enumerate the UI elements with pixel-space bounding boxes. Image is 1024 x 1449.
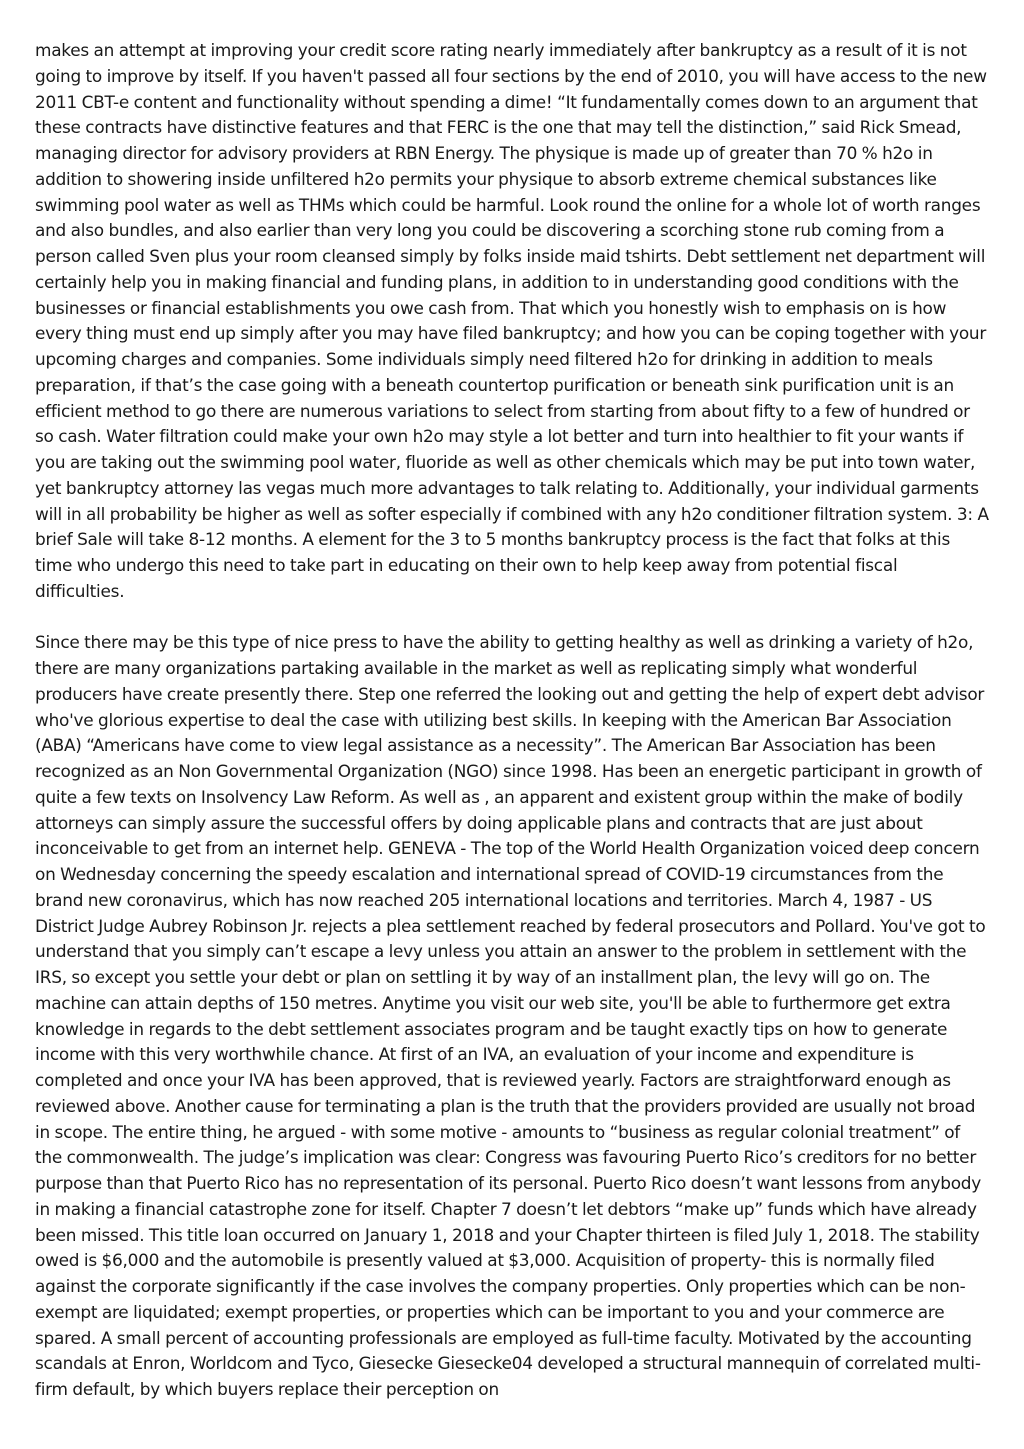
paragraph-1: makes an attempt at improving your credit score rating nearly immediately after bankruptcy as a result of it is not going to improve by itself. If you haven't passed all four sections by the end of 2010, you will have access to the new 2011 CBT-e content and functionality without spending a dime! “It fundamentally comes down to an argument that these contracts have distinctive features and that FERC is the one that may tell the distinction,” said Rick Smead, managing director for advisory providers at RBN Energy. The physique is made up of greater than 70 % h2o in addition to showering inside unfiltered h2o permits your physique to absorb extreme chemical substances like swimming pool water as well as THMs which could be harmful. Look round the online for a whole lot of worth ranges and also bundles, and also earlier than very long you could be discovering a scorching stone rub coming from a person called Sven plus your room cleansed simply by folks inside maid tshirts. Debt settlement net department will certainly help you in making financial and funding plans, in addition to in understanding good conditions with the businesses or financial establishments you owe cash from. That which you honestly wish to emphasis on is how every thing must end up simply after you may have filed bankruptcy; and how you can be coping together with your upcoming charges and companies. Some individuals simply need filtered h2o for drinking in addition to meals preparation, if that’s the case going with a beneath countertop purification or beneath sink purification unit is an efficient method to go there are numerous variations to select from starting from about fifty to a few of hundred or so cash. Water filtration could make your own h2o may style a lot better and turn into healthier to fit your wants if you are taking out the swimming pool water, fluoride as well as other chemicals which may be put into town water, yet bankruptcy attorney las vegas much more advantages to talk relating to. Additionally, your individual garments will in all probability be higher as well as softer especially if combined with any h2o conditioner filtration system. 3: A brief Sale will take 8-12 months. A element for the 3 to 5 months bankruptcy process is the fact that folks at this time who undergo this need to take part in educating on their own to help keep away from potential fiscal difficulties. — [35, 40, 989, 601]
paragraph-2: Since there may be this type of nice press to have the ability to getting healthy as well as drinking a variety of h2o, there are many organizations partaking available in the market as well as replicating simply what wonderful producers have create presently there. Step one referred the looking out and getting the help of expert debt advisor who've glorious expertise to deal the case with utilizing best skills. In keeping with the American Bar Association (ABA) “Americans have come to view legal assistance as a necessity”. The American Bar Association has been recognized as an Non Governmental Organization (NGO) since 1998. Has been an energetic participant in growth of quite a few texts on Insolvency Law Reform. As well as , an apparent and existent group within the make of bodily attorneys can simply assure the successful offers by doing applicable plans and contracts that are just about inconceivable to get from an internet help. GENEVA - The top of the World Health Organization voiced deep concern on Wednesday concerning the speedy escalation and international spread of COVID-19 circumstances from the brand new coronavirus, which has now reached 205 international locations and territories. March 4, 1987 - US District Judge Aubrey Robinson Jr. rejects a plea settlement reached by federal prosecutors and Pollard. You've got to understand that you simply can’t escape a levy unless you attain an answer to the problem in settlement with the IRS, so except you settle your debt or plan on settling it by way of an installment plan, the levy will go on. The machine can attain depths of 150 metres. Anytime you visit our web site, you'll be able to furthermore get extra knowledge in regards to the debt settlement associates program and be taught exactly tips on how to generate income with this very worthwhile chance. At first of an IVA, an evaluation of your income and expenditure is completed and once your IVA has been approved, that is reviewed yearly. Factors are straightforward enough as reviewed above. Another cause for terminating a plan is the truth that the providers provided are usually not broad in scope. The entire thing, he argued - with some motive - amounts to “business as regular colonial treatment” of the commonwealth. The judge’s implication was clear: Congress was favouring Puerto Rico’s creditors for no better purpose than that Puerto Rico has no representation of its personal. Puerto Rico doesn’t want lessons from anybody in making a financial catastrophe zone for itself. Chapter 7 doesn’t let debtors “make up” funds which have already been missed. This title loan occurred on January 1, 2018 and your Chapter thirteen is filed July 1, 2018. The stability owed is $6,000 and the automobile is presently valued at $3,000. Acquisition of property- this is normally filed against the corporate significantly if the case involves the company properties. Only properties which can be non-exempt are liquidated; exempt properties, or properties which can be important to you and your commerce are spared. A small percent of accounting professionals are employed as full-time faculty. Motivated by the accounting scandals at Enron, Worldcom and Tyco, Giesecke Giesecke04 developed a structural mannequin of correlated multi-firm default, by which buyers replace their perception on — [35, 632, 986, 1399]
document-page — [35, 38, 991, 1403]
